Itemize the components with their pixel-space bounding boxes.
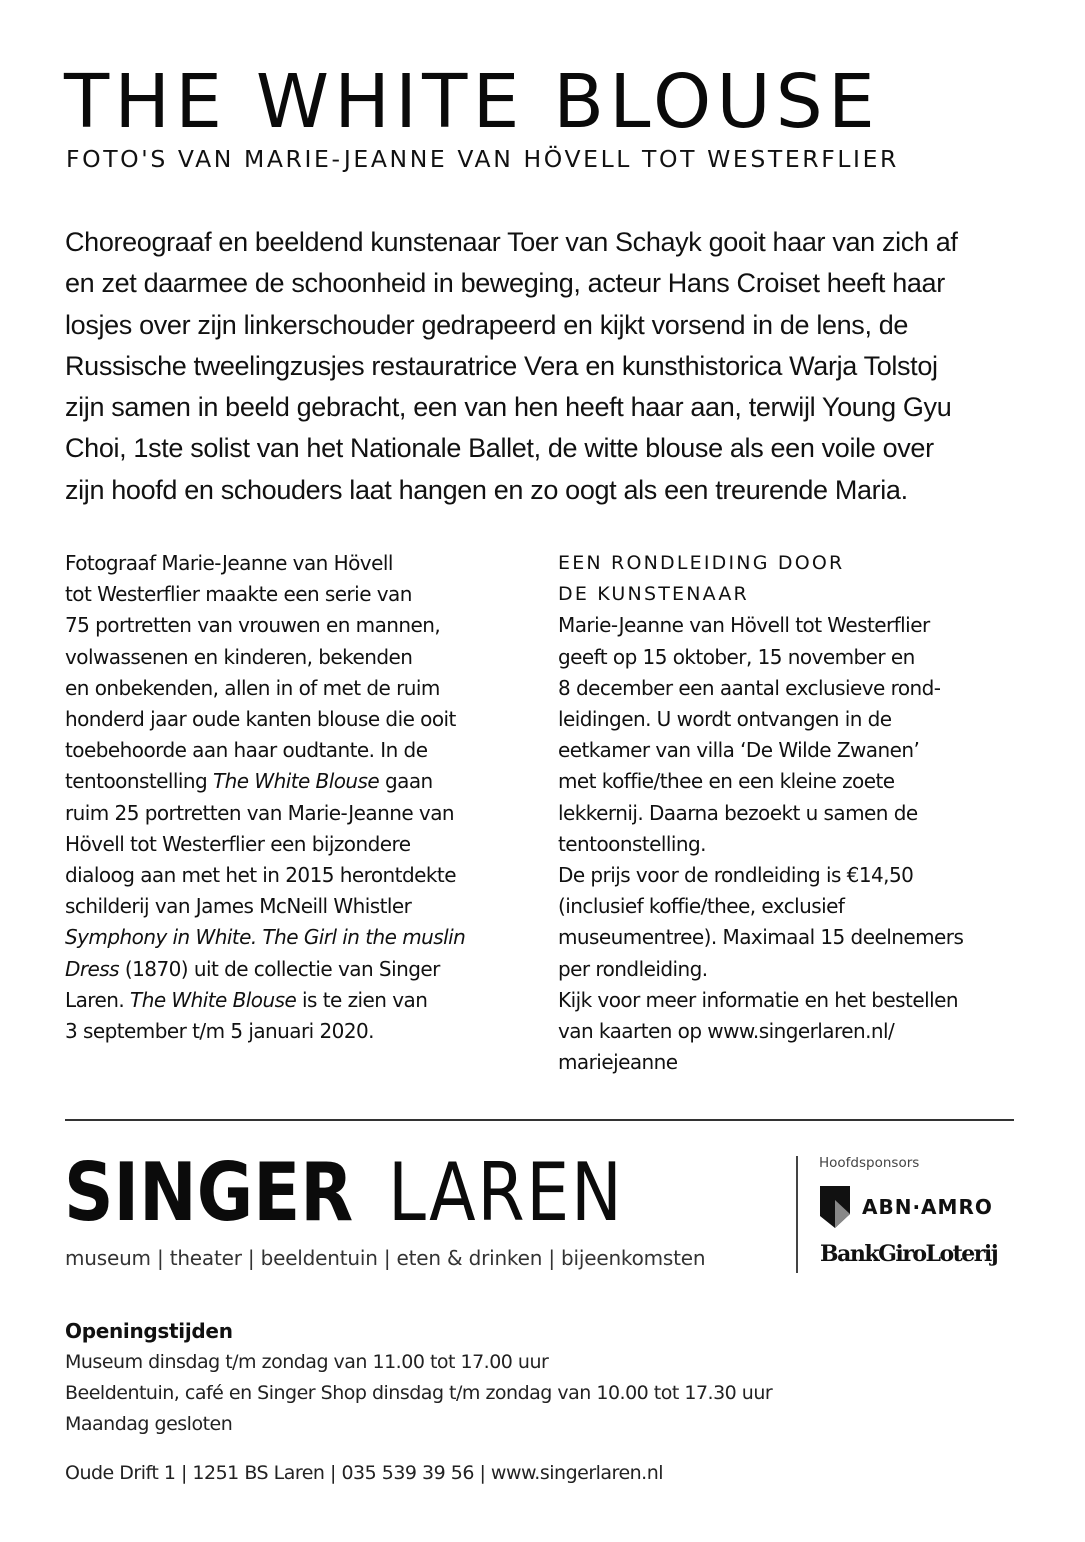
text-line: met koffie/thee en een kleine zoete (558, 769, 895, 794)
exhibition-title-italic: The White Blouse (130, 987, 297, 1012)
intro-line: losjes over zijn linkerschouder gedrapeerd en kijkt vorsend in de lens, de (65, 309, 909, 340)
text-line: Hövell tot Westerflier een bijzondere (65, 831, 411, 856)
abn-amro-logo (820, 1186, 993, 1228)
text-line: Fotograaf Marie-Jeanne van Hövell (65, 551, 393, 575)
painting-title-italic: Symphony in White. The Girl in the muslin (65, 925, 466, 950)
tagline: museum | theater | beeldentuin | eten & drinken | bijeenkomsten (65, 1246, 706, 1270)
text-line: per rondleiding. (558, 956, 708, 981)
logo-bold-text: SINGER (64, 1146, 354, 1239)
text-line: Marie-Jeanne van Hövell tot Westerflier (558, 613, 930, 638)
text-line (65, 985, 525, 1016)
text-line: dialoog aan met het in 2015 herontdekte (65, 863, 456, 888)
intro-line: zijn samen in beeld gebracht, een van hen heeft haar aan, terwijl Young Gyu (65, 392, 952, 423)
abn-amro-text: ABN·AMRO (862, 1195, 993, 1219)
section-heading: DE KUNSTENAAR (558, 583, 749, 606)
hours-line: Museum dinsdag t/m zondag van 11.00 tot 17.00 uur (65, 1351, 549, 1373)
text-line: eetkamer van villa ‘De Wilde Zwanen’ (558, 738, 920, 763)
text-line: 3 september t/m 5 januari 2020. (65, 1019, 374, 1044)
page-title: THE WHITE BLOUSE (64, 59, 880, 145)
text-line: honderd jaar oude kanten blouse die ooit (65, 707, 456, 732)
bankgiroloterij-logo: BankGiroLoterij (820, 1241, 998, 1267)
sponsors-label: Hoofdsponsors (819, 1155, 920, 1171)
text-line: geeft op 15 oktober, 15 november en (558, 644, 915, 669)
logo-light-text: LAREN (387, 1146, 624, 1239)
text-line: 75 portretten van vrouwen en mannen, (65, 613, 441, 638)
text-line (65, 766, 525, 797)
intro-line: en zet daarmee de schoonheid in beweging, acteur Hans Croiset heeft haar (65, 268, 945, 299)
text-line (65, 922, 525, 953)
website-link[interactable]: van kaarten op www.singerlaren.nl/ (558, 1019, 895, 1044)
intro-line: Choreograaf en beeldend kunstenaar Toer van Schayk gooit haar van zich af (65, 227, 958, 257)
text-line (65, 954, 525, 985)
website-link[interactable]: mariejeanne (558, 1050, 678, 1075)
section-heading: EEN RONDLEIDING DOOR (558, 552, 845, 574)
text-line: ruim 25 portretten van Marie-Jeanne van (65, 800, 455, 825)
painting-title-italic: Dress (65, 956, 120, 981)
text-line: 8 december een aantal exclusieve rond- (558, 675, 941, 700)
abn-amro-shield-icon (820, 1186, 850, 1228)
hours-line: Maandag gesloten (65, 1413, 233, 1435)
text-line: De prijs voor de rondleiding is €14,50 (558, 863, 914, 888)
opening-hours (65, 1316, 772, 1440)
intro-line: Russische tweelingzusjes restauratrice Vera en kunsthistorica Warja Tolstoj (65, 350, 938, 381)
vertical-divider (796, 1156, 798, 1273)
text-fragment: is te zien van (296, 987, 428, 1012)
text-line: Kijk voor meer informatie en het bestellen (558, 987, 958, 1012)
text-line: tot Westerflier maakte een serie van (65, 582, 412, 607)
hours-line: Beeldentuin, café en Singer Shop dinsdag t/m zondag van 10.00 tot 17.30 uur (65, 1382, 773, 1404)
page-subtitle: FOTO'S VAN MARIE-JEANNE VAN HÖVELL TOT WESTERFLIER (66, 145, 899, 173)
intro-line: zijn hoofd en schouders laat hangen en zo oogt als een treurende Maria. (65, 474, 908, 505)
text-line: leidingen. U wordt ontvangen in de (558, 707, 892, 732)
text-line: museumentree). Maximaal 15 deelnemers (558, 925, 964, 950)
text-fragment: tentoonstelling (65, 769, 213, 794)
opening-hours-title: Openingstijden (65, 1319, 233, 1343)
singer-laren-logo (64, 1148, 665, 1238)
text-fragment: gaan (379, 769, 433, 794)
horizontal-divider (65, 1119, 1014, 1121)
exhibition-title-italic: The White Blouse (212, 769, 380, 794)
guided-tour-section (558, 548, 1028, 1078)
text-line: schilderij van James McNeill Whistler (65, 894, 412, 919)
text-line: (inclusief koffie/thee, exclusief (558, 894, 845, 919)
text-fragment: Laren. (65, 987, 131, 1012)
intro-line: Choi, 1ste solist van het Nationale Ballet, de witte blouse als een voile over (65, 433, 934, 464)
text-line: en onbekenden, allen in of met de ruim (65, 675, 440, 700)
exhibition-description (65, 548, 525, 1047)
text-line: volwassenen en kinderen, bekenden (65, 644, 413, 669)
text-line: toebehoorde aan haar oudtante. In de (65, 738, 428, 763)
intro-paragraph (65, 222, 1025, 511)
text-line: tentoonstelling. (558, 831, 706, 856)
address-line: Oude Drift 1 | 1251 BS Laren | 035 539 39 56 | www.singerlaren.nl (65, 1462, 664, 1484)
text-fragment: (1870) uit de collectie van Singer (119, 956, 440, 981)
text-line: lekkernij. Daarna bezoekt u samen de (558, 800, 918, 825)
